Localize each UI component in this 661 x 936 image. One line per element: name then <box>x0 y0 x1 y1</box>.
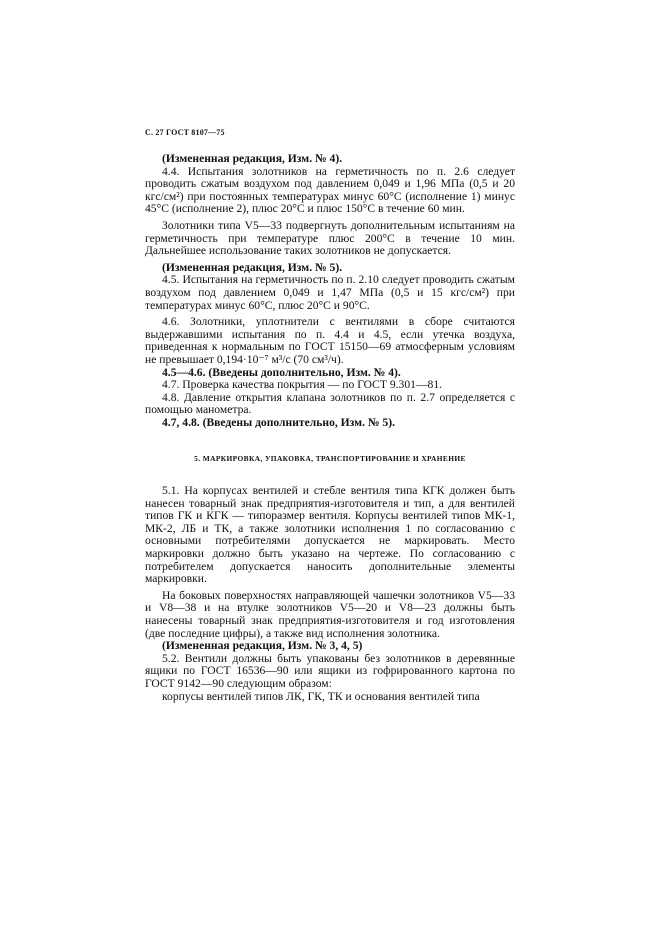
paragraph-4-5: 4.5. Испытания на герметичность по п. 2.10 следует проводить сжатым воздухом под давлением 0,049 и 1,47 МПа (0,5 и 15 кгс/см²) при температурах минус 60°С, плюс 20°С и 90°С. <box>145 273 515 312</box>
page-header: С. 27 ГОСТ 8107—75 <box>145 128 225 137</box>
document-page <box>145 128 515 703</box>
amendment-note: (Измененная редакция, Изм. № 4). <box>162 152 343 165</box>
paragraph-5-1: 5.1. На корпусах вентилей и стебле вентиля типа КГК должен быть нанесен товарный знак предприятия-изготовителя и тип, а для вентилей типов ГК и КГК — типоразмер вентиля. Корпусы вентилей типов МК-1, МК-2, ЛБ и ТК, а также золотники исполнения 1 по согласованию с основными потребителями допускается не маркировать. Место маркировки должно быть указано на чертеже. По согласованию с потребителем допускается наносить дополнительные элементы маркировки. <box>145 484 515 586</box>
amendment-note: 4.5—4.6. (Введены дополнительно, Изм. № 4). <box>162 365 401 379</box>
amendment-note: 4.7, 4.8. (Введены дополнительно, Изм. № 5). <box>162 415 395 429</box>
paragraph-5-2: 5.2. Вентили должны быть упакованы без золотников в деревянные ящики по ГОСТ 16536—90 или ящики из гофрированного картона по ГОСТ 9142—90 следующим образом: <box>145 651 515 690</box>
paragraph-packing: корпусы вентилей типов ЛК, ГК, ТК и основания вентилей типа <box>162 689 480 703</box>
section-heading: 5. МАРКИРОВКА, УПАКОВКА, ТРАНСПОРТИРОВАНИЕ И ХРАНЕНИЕ <box>194 454 466 464</box>
amendment-note: (Измененная редакция, Изм. № 3, 4, 5) <box>162 639 363 653</box>
paragraph-spools-v5-33: Золотники типа V5—33 подвергнуть дополнительным испытаниям на герметичность при температуре плюс 200°С в течение 10 мин. Дальнейшее использование таких золотников не допускается. <box>145 218 515 258</box>
paragraph-4-6: 4.6. Золотники, уплотнители с вентилями в сборе считаются выдержавшими испытания по п. 4.4 и 4.5, если утечка воздуха, приведенная к нормальным по ГОСТ 15150—69 атмосферным условиям не превышает 0,194·10⁻⁷ м³/с (70 см³/ч). <box>145 315 515 366</box>
amendment-note: (Измененная редакция, Изм. № 5). <box>162 260 343 274</box>
paragraph-4-4: 4.4. Испытания золотников на герметичность по п. 2.6 следует проводить сжатым воздухом под давлением 0,049 и 1,96 МПа (0,5 и 20 кгс/см²) при постоянных температурах минус 60°С (исполнение 1) минус 45°С (исполнение 2), плюс 20°С и плюс 150°С в течение 60 мин. <box>145 164 515 216</box>
paragraph-4-7: 4.7. Проверка качества покрытия — по ГОСТ 9.301—81. <box>162 378 443 392</box>
paragraph-spool-marking: На боковых поверхностях направляющей чашечки золотников V5—33 и V8—38 и на втулке золотников V5—20 и V8—23 должны быть нанесены товарный знак предприятия-изготовителя и год изготовления (две последние цифры), а также вид исполнения золотника. <box>145 588 515 640</box>
paragraph-4-8: 4.8. Давление открытия клапана золотников по п. 2.7 определяется с помощью манометра. <box>145 390 515 417</box>
